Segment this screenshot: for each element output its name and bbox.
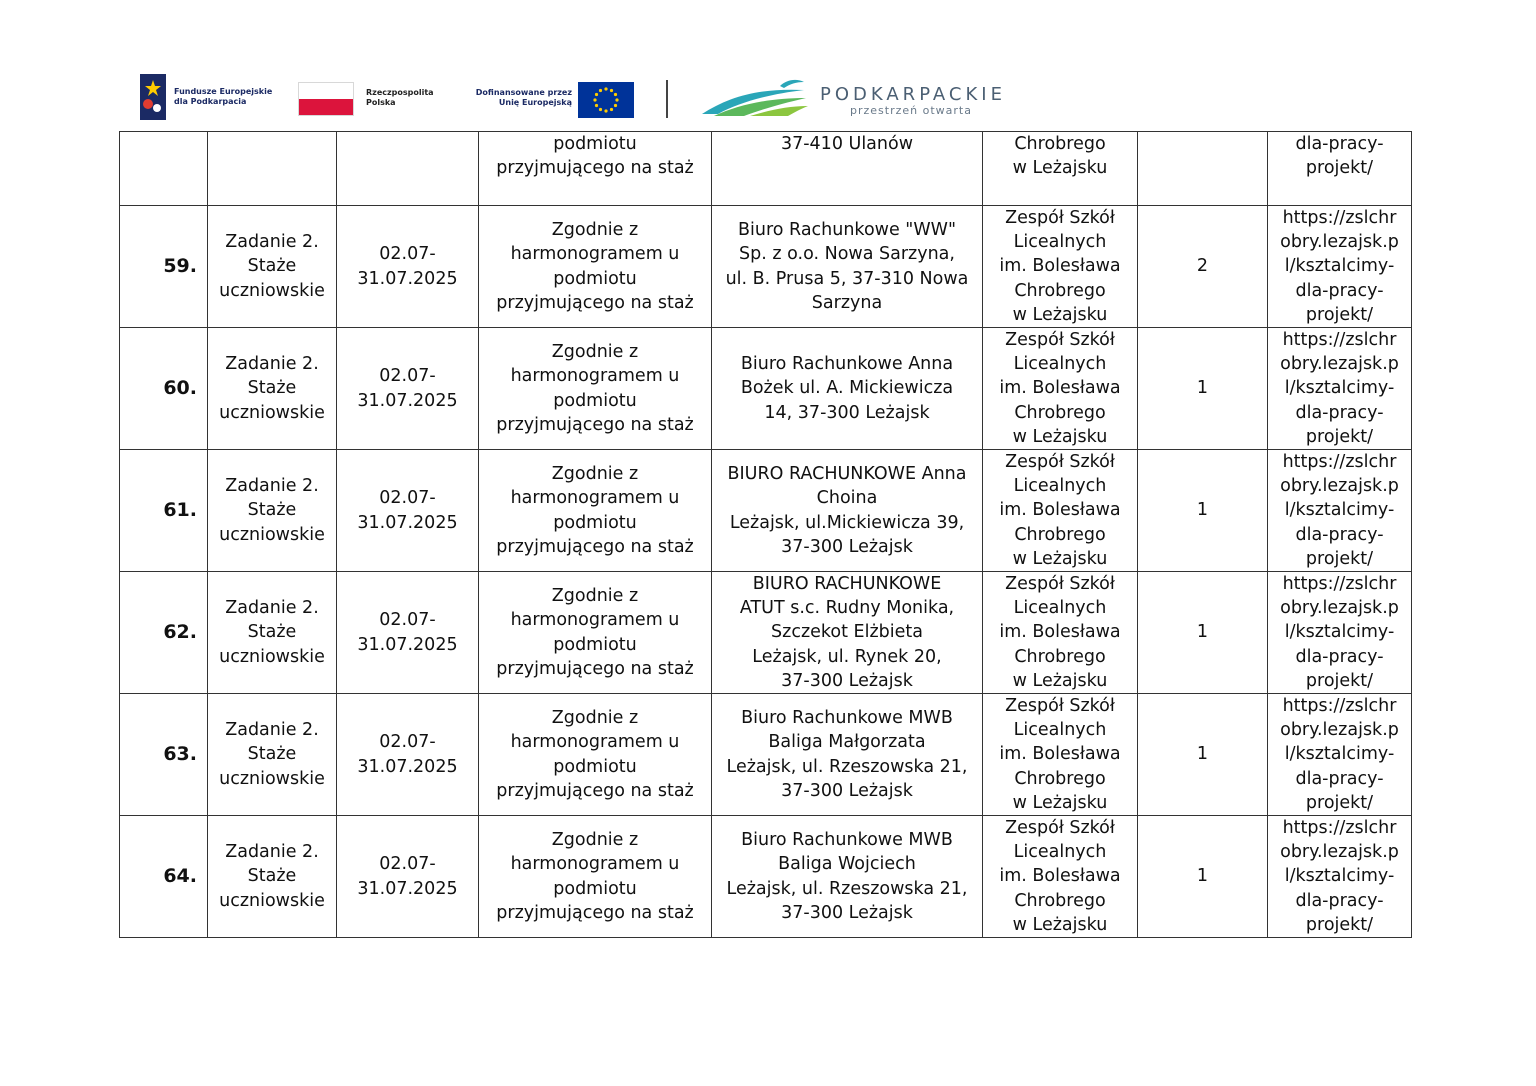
fe-flag-icon bbox=[140, 74, 166, 120]
cell-schedule bbox=[479, 572, 712, 694]
cell-line: https://zslchr bbox=[1282, 208, 1397, 228]
polish-flag-icon bbox=[298, 82, 354, 116]
cell-line: Chrobrego bbox=[1014, 134, 1106, 154]
cell-num bbox=[120, 132, 208, 206]
cell-company bbox=[712, 816, 983, 938]
cell-line: Zadanie 2. bbox=[225, 232, 319, 253]
cell-task bbox=[208, 206, 337, 328]
cell-line: dla-pracy- bbox=[1295, 402, 1384, 423]
cell-line: Zespół Szkół bbox=[1005, 696, 1115, 717]
cell-line: Biuro Rachunkowe MWB bbox=[741, 830, 953, 851]
cell-line: obry.lezajsk.p bbox=[1280, 476, 1399, 497]
cell-line: w Leżajsku bbox=[1012, 426, 1108, 447]
cell-line: projekt/ bbox=[1305, 792, 1374, 813]
cell-line: l/ksztalcimy- bbox=[1284, 256, 1395, 277]
cell-line: uczniowskie bbox=[219, 768, 325, 789]
cell-line: 31.07.2025 bbox=[357, 634, 458, 655]
cell-line: Zgodnie z bbox=[551, 464, 639, 485]
cell-link[interactable] bbox=[1268, 132, 1412, 206]
cell-line: projekt/ bbox=[1305, 548, 1374, 569]
cell-dates bbox=[337, 816, 479, 938]
cell-num: 62. bbox=[120, 572, 208, 694]
cell-num: 60. bbox=[120, 328, 208, 450]
cell-line: uczniowskie bbox=[219, 890, 325, 911]
cell-line: im. Bolesława bbox=[999, 378, 1121, 399]
table-row-continuation bbox=[120, 132, 1412, 206]
cell-school bbox=[983, 816, 1138, 938]
cell-line: obry.lezajsk.p bbox=[1280, 720, 1399, 741]
logo-bar bbox=[0, 0, 1536, 130]
cell-line: Zespół Szkół bbox=[1005, 574, 1115, 595]
cell-task bbox=[208, 572, 337, 694]
cell-line: 14, 37-300 Leżajsk bbox=[764, 402, 930, 423]
cell-line: l/ksztalcimy- bbox=[1284, 622, 1395, 643]
cell-count: 1 bbox=[1138, 572, 1268, 694]
cell-line: Leżajsk, ul. Rzeszowska 21, bbox=[726, 756, 968, 777]
cell-line: im. Bolesława bbox=[999, 622, 1121, 643]
cell-line: Zadanie 2. bbox=[225, 598, 319, 619]
cell-line: przyjmującego na staż bbox=[496, 902, 694, 923]
cell-line: 02.07- bbox=[379, 244, 436, 265]
cell-num: 59. bbox=[120, 206, 208, 328]
cell-num: 64. bbox=[120, 816, 208, 938]
cell-line: podmiotu bbox=[553, 268, 637, 289]
cell-line: podmiotu bbox=[553, 878, 637, 899]
cell-line: Zgodnie z bbox=[551, 586, 639, 607]
cell-line: Licealnych bbox=[1013, 476, 1107, 497]
podkarpackie-swoosh-icon bbox=[700, 76, 812, 118]
cell-line: przyjmującego na staż bbox=[496, 292, 694, 313]
cell-line: Licealnych bbox=[1013, 354, 1107, 375]
eu-text-line: Unię Europejską bbox=[498, 98, 572, 107]
cell-line: im. Bolesława bbox=[999, 500, 1121, 521]
cell-line: Baliga Małgorzata bbox=[768, 732, 926, 753]
cell-line: podmiotu bbox=[553, 756, 637, 777]
cell-link[interactable] bbox=[1268, 694, 1412, 816]
cell-line: 37-300 Leżajsk bbox=[781, 536, 913, 557]
cell-line: Staże bbox=[247, 866, 297, 887]
cell-task bbox=[208, 694, 337, 816]
cell-line: w Leżajsku bbox=[1012, 158, 1108, 179]
cell-line: l/ksztalcimy- bbox=[1284, 500, 1395, 521]
cell-num: 61. bbox=[120, 450, 208, 572]
cell-line: Zadanie 2. bbox=[225, 354, 319, 375]
cell-line: Staże bbox=[247, 500, 297, 521]
cell-line: harmonogramem u bbox=[510, 366, 680, 387]
pl-text-line: Polska bbox=[366, 98, 396, 107]
cell-line: im. Bolesława bbox=[999, 866, 1121, 887]
cell-line: im. Bolesława bbox=[999, 256, 1121, 277]
cell-line: Zespół Szkół bbox=[1005, 208, 1115, 228]
cell-line: 02.07- bbox=[379, 610, 436, 631]
cell-dates bbox=[337, 694, 479, 816]
cell-schedule bbox=[479, 694, 712, 816]
cell-line: 02.07- bbox=[379, 366, 436, 387]
fe-text bbox=[174, 87, 272, 107]
podkarpackie-logo bbox=[700, 76, 1020, 120]
table-row bbox=[120, 572, 1412, 694]
cell-dates bbox=[337, 328, 479, 450]
cell-line: https://zslchr bbox=[1282, 818, 1397, 839]
cell-line: 31.07.2025 bbox=[357, 268, 458, 289]
cell-task bbox=[208, 450, 337, 572]
table-row bbox=[120, 206, 1412, 328]
cell-line: Zgodnie z bbox=[551, 220, 639, 241]
cell-line: Zadanie 2. bbox=[225, 476, 319, 497]
cell-line: podmiotu bbox=[553, 134, 637, 154]
cell-line: uczniowskie bbox=[219, 646, 325, 667]
table-row bbox=[120, 694, 1412, 816]
cell-line: przyjmującego na staż bbox=[496, 158, 694, 179]
table-row bbox=[120, 328, 1412, 450]
cell-line: projekt/ bbox=[1305, 158, 1374, 179]
cell-line: 31.07.2025 bbox=[357, 512, 458, 533]
cell-count: 2 bbox=[1138, 206, 1268, 328]
cell-count: 1 bbox=[1138, 450, 1268, 572]
cell-line: 02.07- bbox=[379, 488, 436, 509]
table-body bbox=[120, 132, 1412, 938]
cell-line: https://zslchr bbox=[1282, 452, 1397, 473]
cell-line: https://zslchr bbox=[1282, 696, 1397, 717]
cell-line: dla-pracy- bbox=[1295, 524, 1384, 545]
fundusze-europejskie-logo bbox=[140, 74, 300, 122]
cell-line: harmonogramem u bbox=[510, 854, 680, 875]
pl-text bbox=[366, 88, 434, 108]
cell-line: przyjmującego na staż bbox=[496, 414, 694, 435]
cell-line: Chrobrego bbox=[1014, 280, 1106, 301]
cell-line: 31.07.2025 bbox=[357, 756, 458, 777]
cell-line: uczniowskie bbox=[219, 524, 325, 545]
cell-line: Licealnych bbox=[1013, 720, 1107, 741]
cell-line: Staże bbox=[247, 622, 297, 643]
cell-line: harmonogramem u bbox=[510, 244, 680, 265]
cell-schedule bbox=[479, 328, 712, 450]
cell-line: Sp. z o.o. Nowa Sarzyna, bbox=[739, 244, 955, 265]
cell-line: Chrobrego bbox=[1014, 890, 1106, 911]
cell-line: Licealnych bbox=[1013, 598, 1107, 619]
cell-line: uczniowskie bbox=[219, 280, 325, 301]
pl-text-line: Rzeczpospolita bbox=[366, 88, 434, 97]
cell-line: przyjmującego na staż bbox=[496, 780, 694, 801]
cell-school bbox=[983, 206, 1138, 328]
cell-line: w Leżajsku bbox=[1012, 548, 1108, 569]
cell-line: w Leżajsku bbox=[1012, 304, 1108, 325]
cell-line: Sarzyna bbox=[811, 292, 883, 313]
eu-flag-icon bbox=[578, 82, 634, 118]
cell-line: podmiotu bbox=[553, 512, 637, 533]
cell-dates bbox=[337, 132, 479, 206]
cell-line: Biuro Rachunkowe Anna bbox=[740, 354, 954, 375]
cell-line: Chrobrego bbox=[1014, 524, 1106, 545]
cell-line: 31.07.2025 bbox=[357, 878, 458, 899]
cell-school bbox=[983, 694, 1138, 816]
fe-text-line: dla Podkarpacia bbox=[174, 97, 247, 106]
cell-line: BIURO RACHUNKOWE Anna bbox=[727, 464, 967, 485]
cell-line: Biuro Rachunkowe MWB bbox=[741, 708, 953, 729]
cell-link[interactable] bbox=[1268, 328, 1412, 450]
cell-line: Chrobrego bbox=[1014, 646, 1106, 667]
cell-count: 1 bbox=[1138, 694, 1268, 816]
cell-count: 1 bbox=[1138, 816, 1268, 938]
cell-line: 37-300 Leżajsk bbox=[781, 902, 913, 923]
cell-line: Leżajsk, ul. Rynek 20, bbox=[752, 646, 942, 667]
table-row bbox=[120, 816, 1412, 938]
cell-line: 37-300 Leżajsk bbox=[781, 670, 913, 691]
cell-line: w Leżajsku bbox=[1012, 670, 1108, 691]
podkarpackie-tagline: przestrzeń otwarta bbox=[850, 104, 972, 117]
internship-table bbox=[119, 131, 1412, 938]
cell-company bbox=[712, 132, 983, 206]
cell-company bbox=[712, 206, 983, 328]
cell-line: Zadanie 2. bbox=[225, 720, 319, 741]
cell-line: Zgodnie z bbox=[551, 342, 639, 363]
cell-line: obry.lezajsk.p bbox=[1280, 232, 1399, 253]
cell-line: Leżajsk, ul. Rzeszowska 21, bbox=[726, 878, 968, 899]
cell-schedule bbox=[479, 816, 712, 938]
cell-line: Licealnych bbox=[1013, 842, 1107, 863]
cell-school bbox=[983, 572, 1138, 694]
cell-company bbox=[712, 694, 983, 816]
cell-line: projekt/ bbox=[1305, 670, 1374, 691]
cell-line: Zespół Szkół bbox=[1005, 818, 1115, 839]
cell-line: harmonogramem u bbox=[510, 732, 680, 753]
cell-schedule bbox=[479, 450, 712, 572]
cell-line: Licealnych bbox=[1013, 232, 1107, 253]
cell-line: Choina bbox=[816, 488, 878, 509]
cell-line: 02.07- bbox=[379, 854, 436, 875]
cell-line: Biuro Rachunkowe "WW" bbox=[738, 220, 956, 241]
cell-line: harmonogramem u bbox=[510, 610, 680, 631]
cell-line: przyjmującego na staż bbox=[496, 536, 694, 557]
cell-dates bbox=[337, 572, 479, 694]
cell-line: w Leżajsku bbox=[1012, 792, 1108, 813]
cell-line: Zespół Szkół bbox=[1005, 330, 1115, 351]
cell-company bbox=[712, 572, 983, 694]
cell-company bbox=[712, 450, 983, 572]
cell-school bbox=[983, 450, 1138, 572]
cell-line: projekt/ bbox=[1305, 426, 1374, 447]
cell-line: obry.lezajsk.p bbox=[1280, 842, 1399, 863]
cell-link[interactable] bbox=[1268, 450, 1412, 572]
cell-line: 31.07.2025 bbox=[357, 390, 458, 411]
cell-line: projekt/ bbox=[1305, 304, 1374, 325]
cell-line: Szczekot Elżbieta bbox=[771, 622, 923, 643]
eu-text bbox=[468, 88, 572, 108]
cell-line: Zadanie 2. bbox=[225, 842, 319, 863]
cell-task bbox=[208, 132, 337, 206]
cell-school bbox=[983, 132, 1138, 206]
cell-line: podmiotu bbox=[553, 390, 637, 411]
cell-line: 37-300 Leżajsk bbox=[781, 780, 913, 801]
cell-line: ATUT s.c. Rudny Monika, bbox=[739, 598, 955, 619]
cell-task bbox=[208, 328, 337, 450]
cell-count bbox=[1138, 132, 1268, 206]
eu-funding-logo bbox=[468, 82, 638, 120]
cell-line: dla-pracy- bbox=[1295, 646, 1384, 667]
cell-schedule bbox=[479, 132, 712, 206]
cell-line: Zgodnie z bbox=[551, 830, 639, 851]
cell-line: l/ksztalcimy- bbox=[1284, 744, 1395, 765]
cell-line: w Leżajsku bbox=[1012, 914, 1108, 935]
cell-line: Staże bbox=[247, 744, 297, 765]
cell-line: Bożek ul. A. Mickiewicza bbox=[740, 378, 954, 399]
cell-line: dla-pracy- bbox=[1295, 890, 1384, 911]
cell-line: projekt/ bbox=[1305, 914, 1374, 935]
cell-line: przyjmującego na staż bbox=[496, 658, 694, 679]
cell-line: im. Bolesława bbox=[999, 744, 1121, 765]
cell-company bbox=[712, 328, 983, 450]
cell-line: BIURO RACHUNKOWE bbox=[752, 574, 942, 595]
cell-line: Chrobrego bbox=[1014, 768, 1106, 789]
cell-line: Staże bbox=[247, 378, 297, 399]
cell-line: l/ksztalcimy- bbox=[1284, 866, 1395, 887]
cell-task bbox=[208, 816, 337, 938]
cell-schedule bbox=[479, 206, 712, 328]
cell-line: Staże bbox=[247, 256, 297, 277]
cell-link[interactable] bbox=[1268, 816, 1412, 938]
podkarpackie-name: PODKARPACKIE bbox=[820, 84, 1006, 105]
cell-line: 37-410 Ulanów bbox=[780, 134, 914, 154]
table-row bbox=[120, 450, 1412, 572]
cell-school bbox=[983, 328, 1138, 450]
cell-dates bbox=[337, 206, 479, 328]
cell-link[interactable] bbox=[1268, 206, 1412, 328]
cell-line: Baliga Wojciech bbox=[778, 854, 916, 875]
cell-link[interactable] bbox=[1268, 572, 1412, 694]
cell-line: https://zslchr bbox=[1282, 330, 1397, 351]
cell-line: Zgodnie z bbox=[551, 708, 639, 729]
cell-line: dla-pracy- bbox=[1295, 768, 1384, 789]
cell-line: dla-pracy- bbox=[1295, 280, 1384, 301]
eu-text-line: Dofinansowane przez bbox=[475, 88, 572, 97]
cell-line: Zespół Szkół bbox=[1005, 452, 1115, 473]
cell-line: Chrobrego bbox=[1014, 402, 1106, 423]
cell-dates bbox=[337, 450, 479, 572]
cell-line: dla-pracy- bbox=[1295, 134, 1384, 154]
logo-divider bbox=[666, 80, 668, 118]
cell-line: harmonogramem u bbox=[510, 488, 680, 509]
cell-line: uczniowskie bbox=[219, 402, 325, 423]
cell-line: Leżajsk, ul.Mickiewicza 39, bbox=[729, 512, 965, 533]
cell-line: obry.lezajsk.p bbox=[1280, 598, 1399, 619]
cell-line: podmiotu bbox=[553, 634, 637, 655]
cell-num: 63. bbox=[120, 694, 208, 816]
cell-line: l/ksztalcimy- bbox=[1284, 378, 1395, 399]
cell-line: obry.lezajsk.p bbox=[1280, 354, 1399, 375]
fe-text-line: Fundusze Europejskie bbox=[174, 87, 273, 96]
cell-count: 1 bbox=[1138, 328, 1268, 450]
cell-line: https://zslchr bbox=[1282, 574, 1397, 595]
cell-line: 02.07- bbox=[379, 732, 436, 753]
cell-line: ul. B. Prusa 5, 37-310 Nowa bbox=[725, 268, 969, 289]
rzeczpospolita-polska-logo bbox=[298, 82, 458, 118]
